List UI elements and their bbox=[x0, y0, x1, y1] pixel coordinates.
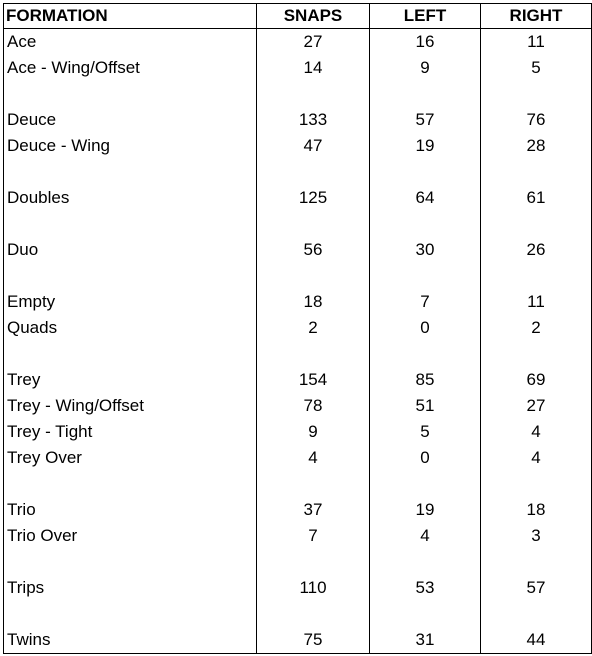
table-row bbox=[4, 575, 592, 601]
snaps-cell: 47 bbox=[257, 133, 370, 159]
right-cell bbox=[481, 471, 592, 497]
right-cell: 27 bbox=[481, 393, 592, 419]
left-cell: 57 bbox=[370, 107, 481, 133]
formation-cell: Trey - Tight bbox=[4, 419, 257, 445]
right-cell: 11 bbox=[481, 29, 592, 56]
right-cell: 4 bbox=[481, 419, 592, 445]
left-cell bbox=[370, 341, 481, 367]
snaps-cell: 125 bbox=[257, 185, 370, 211]
right-cell bbox=[481, 263, 592, 289]
snaps-cell: 18 bbox=[257, 289, 370, 315]
right-cell: 69 bbox=[481, 367, 592, 393]
formation-cell: Trio Over bbox=[4, 523, 257, 549]
formation-cell: Ace - Wing/Offset bbox=[4, 55, 257, 81]
formation-cell bbox=[4, 549, 257, 575]
formation-cell: Deuce bbox=[4, 107, 257, 133]
left-cell bbox=[370, 471, 481, 497]
right-cell: 44 bbox=[481, 627, 592, 654]
formation-cell: Empty bbox=[4, 289, 257, 315]
left-cell: 85 bbox=[370, 367, 481, 393]
left-cell bbox=[370, 159, 481, 185]
right-cell bbox=[481, 549, 592, 575]
left-cell: 9 bbox=[370, 55, 481, 81]
snaps-cell bbox=[257, 601, 370, 627]
header-left: LEFT bbox=[370, 4, 481, 29]
formation-cell bbox=[4, 471, 257, 497]
snaps-cell: 2 bbox=[257, 315, 370, 341]
table-row bbox=[4, 289, 592, 315]
table-row bbox=[4, 81, 592, 107]
snaps-cell bbox=[257, 159, 370, 185]
formation-cell: Trey Over bbox=[4, 445, 257, 471]
table-row bbox=[4, 419, 592, 445]
right-cell bbox=[481, 159, 592, 185]
right-cell bbox=[481, 341, 592, 367]
snaps-cell: 78 bbox=[257, 393, 370, 419]
header-row bbox=[4, 4, 592, 29]
left-cell: 4 bbox=[370, 523, 481, 549]
table-row bbox=[4, 393, 592, 419]
header-right: RIGHT bbox=[481, 4, 592, 29]
left-cell: 19 bbox=[370, 133, 481, 159]
left-cell bbox=[370, 211, 481, 237]
snaps-cell bbox=[257, 341, 370, 367]
left-cell bbox=[370, 601, 481, 627]
snaps-cell bbox=[257, 471, 370, 497]
table-row bbox=[4, 211, 592, 237]
table-body bbox=[4, 29, 592, 654]
right-cell: 5 bbox=[481, 55, 592, 81]
snaps-cell: 14 bbox=[257, 55, 370, 81]
formation-cell bbox=[4, 263, 257, 289]
snaps-cell bbox=[257, 211, 370, 237]
header-snaps: SNAPS bbox=[257, 4, 370, 29]
right-cell: 2 bbox=[481, 315, 592, 341]
right-cell: 3 bbox=[481, 523, 592, 549]
table-row bbox=[4, 549, 592, 575]
snaps-cell: 4 bbox=[257, 445, 370, 471]
left-cell: 16 bbox=[370, 29, 481, 56]
left-cell: 7 bbox=[370, 289, 481, 315]
left-cell: 0 bbox=[370, 445, 481, 471]
left-cell: 5 bbox=[370, 419, 481, 445]
table-row bbox=[4, 133, 592, 159]
formation-cell: Ace bbox=[4, 29, 257, 56]
table-row bbox=[4, 341, 592, 367]
formation-cell: Twins bbox=[4, 627, 257, 654]
formation-cell bbox=[4, 341, 257, 367]
formation-cell: Trio bbox=[4, 497, 257, 523]
right-cell: 61 bbox=[481, 185, 592, 211]
left-cell: 31 bbox=[370, 627, 481, 654]
formation-cell bbox=[4, 211, 257, 237]
table-row bbox=[4, 315, 592, 341]
snaps-cell: 56 bbox=[257, 237, 370, 263]
table-row bbox=[4, 471, 592, 497]
left-cell bbox=[370, 263, 481, 289]
table-row bbox=[4, 367, 592, 393]
formation-cell bbox=[4, 81, 257, 107]
table-row bbox=[4, 55, 592, 81]
formation-table bbox=[3, 3, 592, 654]
right-cell: 11 bbox=[481, 289, 592, 315]
right-cell bbox=[481, 81, 592, 107]
header-formation: FORMATION bbox=[4, 4, 257, 29]
snaps-cell: 133 bbox=[257, 107, 370, 133]
left-cell bbox=[370, 549, 481, 575]
table-row bbox=[4, 237, 592, 263]
formation-cell: Quads bbox=[4, 315, 257, 341]
left-cell: 51 bbox=[370, 393, 481, 419]
left-cell: 30 bbox=[370, 237, 481, 263]
formation-cell: Duo bbox=[4, 237, 257, 263]
table-row bbox=[4, 263, 592, 289]
formation-cell: Doubles bbox=[4, 185, 257, 211]
snaps-cell bbox=[257, 549, 370, 575]
formation-cell bbox=[4, 159, 257, 185]
formation-cell: Trips bbox=[4, 575, 257, 601]
right-cell bbox=[481, 211, 592, 237]
right-cell: 57 bbox=[481, 575, 592, 601]
snaps-cell: 9 bbox=[257, 419, 370, 445]
table-row bbox=[4, 523, 592, 549]
right-cell: 18 bbox=[481, 497, 592, 523]
snaps-cell: 7 bbox=[257, 523, 370, 549]
left-cell: 19 bbox=[370, 497, 481, 523]
right-cell: 4 bbox=[481, 445, 592, 471]
snaps-cell: 27 bbox=[257, 29, 370, 56]
table-row bbox=[4, 107, 592, 133]
left-cell bbox=[370, 81, 481, 107]
table-row bbox=[4, 445, 592, 471]
left-cell: 53 bbox=[370, 575, 481, 601]
snaps-cell bbox=[257, 263, 370, 289]
right-cell: 26 bbox=[481, 237, 592, 263]
formation-cell: Deuce - Wing bbox=[4, 133, 257, 159]
right-cell: 28 bbox=[481, 133, 592, 159]
table-row bbox=[4, 627, 592, 654]
left-cell: 0 bbox=[370, 315, 481, 341]
snaps-cell: 110 bbox=[257, 575, 370, 601]
snaps-cell: 154 bbox=[257, 367, 370, 393]
formation-cell bbox=[4, 601, 257, 627]
snaps-cell: 75 bbox=[257, 627, 370, 654]
snaps-cell: 37 bbox=[257, 497, 370, 523]
table-row bbox=[4, 29, 592, 56]
right-cell: 76 bbox=[481, 107, 592, 133]
left-cell: 64 bbox=[370, 185, 481, 211]
right-cell bbox=[481, 601, 592, 627]
formation-cell: Trey - Wing/Offset bbox=[4, 393, 257, 419]
formation-cell: Trey bbox=[4, 367, 257, 393]
table-row bbox=[4, 497, 592, 523]
snaps-cell bbox=[257, 81, 370, 107]
table-row bbox=[4, 159, 592, 185]
table-row bbox=[4, 185, 592, 211]
table-row bbox=[4, 601, 592, 627]
